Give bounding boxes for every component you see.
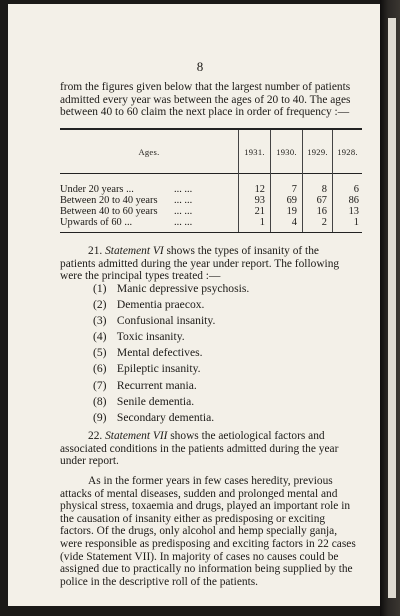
table-cell: 86 — [348, 195, 359, 206]
paragraph-text: shows the aetiological factors and — [167, 430, 325, 442]
list-number: (6) — [93, 362, 107, 376]
list-text: Recurrent mania. — [116, 378, 197, 392]
table-cell: 19 — [286, 206, 297, 217]
list-number: (7) — [93, 378, 107, 392]
paragraph-line: under report. — [60, 455, 119, 468]
table-cell: 1 — [353, 217, 359, 228]
table-cell: 69 — [286, 195, 297, 206]
leader-dots: ... ... — [174, 184, 193, 195]
table-cell: 4 — [291, 217, 297, 228]
paragraph-line: assigned due to practically no information being supplied by the — [60, 563, 353, 576]
row-label-text: Between 20 to 40 years — [60, 195, 158, 206]
list-number: (9) — [93, 410, 107, 424]
table-top-rule — [60, 128, 362, 130]
list-item — [93, 330, 249, 346]
next-page-edge — [388, 18, 396, 598]
table-column-divider — [270, 130, 271, 232]
paragraph-line: As in the former years in few cases heredity, previous — [88, 475, 333, 487]
list-text: Manic depressive psychosis. — [116, 282, 250, 295]
intro-line: from the figures given below that the largest number of patients — [60, 81, 351, 93]
paragraph-line: associated conditions in the patients admitted during the year — [60, 442, 339, 455]
table-cell: 2 — [321, 217, 327, 228]
paragraph-line — [60, 245, 362, 258]
paragraph-22 — [60, 430, 362, 468]
list-text: Mental defectives. — [116, 346, 203, 360]
table-row-label — [60, 206, 240, 217]
statement-reference: Statement VII — [105, 430, 168, 442]
leader-dots: ... ... — [174, 206, 193, 217]
paragraph-line: patients admitted during the year under report. The following — [60, 257, 340, 270]
list-number: (8) — [93, 394, 107, 408]
list-item — [93, 314, 249, 330]
list-item — [93, 395, 249, 411]
table-cell: 12 — [254, 184, 265, 195]
intro-line: between 40 to 60 claim the next place in order of frequency :— — [60, 106, 350, 119]
table-cell: 21 — [254, 206, 265, 217]
table-cell: 13 — [348, 206, 359, 217]
list-text: Secondary dementia. — [116, 410, 215, 424]
table-header-rule — [60, 173, 362, 174]
table-cell: 7 — [291, 184, 297, 195]
column-header-ages: Ages. — [138, 147, 160, 157]
list-text: Toxic insanity. — [116, 330, 185, 344]
list-text: Confusional insanity. — [116, 314, 216, 328]
list-number: (2) — [93, 298, 107, 312]
list-item — [93, 411, 249, 427]
list-text: Epileptic insanity. — [116, 362, 201, 376]
column-header-year: 1930. — [276, 147, 297, 157]
list-item — [93, 346, 249, 362]
statement-reference: Statement VI — [105, 245, 164, 257]
list-number: (3) — [93, 314, 107, 328]
list-item — [93, 298, 249, 314]
row-label-text: Upwards of 60 ... — [60, 217, 133, 228]
paragraph-line: police in the descriptive roll of the patients. — [60, 575, 259, 588]
paragraph-number: 22. — [88, 430, 106, 442]
intro-line: admitted every year was between the ages of 20 to 40. The ages — [60, 93, 351, 106]
list-item — [93, 379, 249, 395]
table-row-label — [60, 184, 240, 195]
list-number: (5) — [93, 346, 107, 360]
leader-dots: ... ... — [174, 217, 193, 228]
table-cell: 67 — [316, 195, 327, 206]
table-row-label — [60, 195, 240, 206]
paragraph-line: (vide Statement VII). In majority of cases no causes could be — [60, 550, 339, 563]
page-number: 8 — [196, 59, 204, 74]
table-column-divider — [332, 130, 333, 232]
list-number: (4) — [93, 330, 107, 344]
list-item — [93, 362, 249, 378]
table-cell: 8 — [321, 184, 327, 195]
row-label-text: Between 40 to 60 years — [60, 206, 158, 217]
intro-paragraph — [60, 81, 362, 119]
paragraph-line: the causation of insanity either as predisposing or exciting — [60, 512, 326, 525]
table-cell: 1 — [259, 217, 265, 228]
causes-paragraph — [60, 475, 362, 588]
paragraph-line: were the principal types treated :— — [60, 270, 221, 283]
list-number: (1) — [93, 282, 107, 295]
table-cell: 6 — [353, 184, 359, 195]
table-bottom-rule — [60, 232, 362, 233]
row-label-text: Under 20 years ... — [60, 184, 134, 195]
list-text: Senile dementia. — [116, 394, 195, 408]
paragraph-line: factors. Of the drugs, only alcohol and hemp specially ganja, — [60, 525, 338, 538]
column-header-year: 1929. — [307, 147, 328, 157]
table-row-label — [60, 217, 240, 228]
column-header-year: 1928. — [337, 147, 358, 157]
leader-dots: ... ... — [174, 195, 193, 206]
insanity-types-list — [93, 282, 249, 427]
paragraph-21 — [60, 245, 362, 283]
paragraph-line — [60, 430, 362, 443]
column-header-year: 1931. — [244, 147, 265, 157]
table-cell: 93 — [254, 195, 265, 206]
paragraph-text: shows the types of insanity of the — [163, 245, 319, 257]
paragraph-number: 21. — [88, 245, 106, 257]
list-item — [93, 282, 249, 298]
paragraph-line: were responsible as predisposing and exciting factors in 22 cases — [60, 537, 356, 550]
paragraph-line: attacks of mental diseases, sudden and prolonged mental and — [60, 487, 338, 500]
table-cell: 16 — [316, 206, 327, 217]
book-edge — [380, 0, 400, 616]
list-text: Dementia praecox. — [116, 298, 205, 312]
paragraph-line: physical stress, toxaemia and drugs, played an important role in — [60, 500, 351, 513]
